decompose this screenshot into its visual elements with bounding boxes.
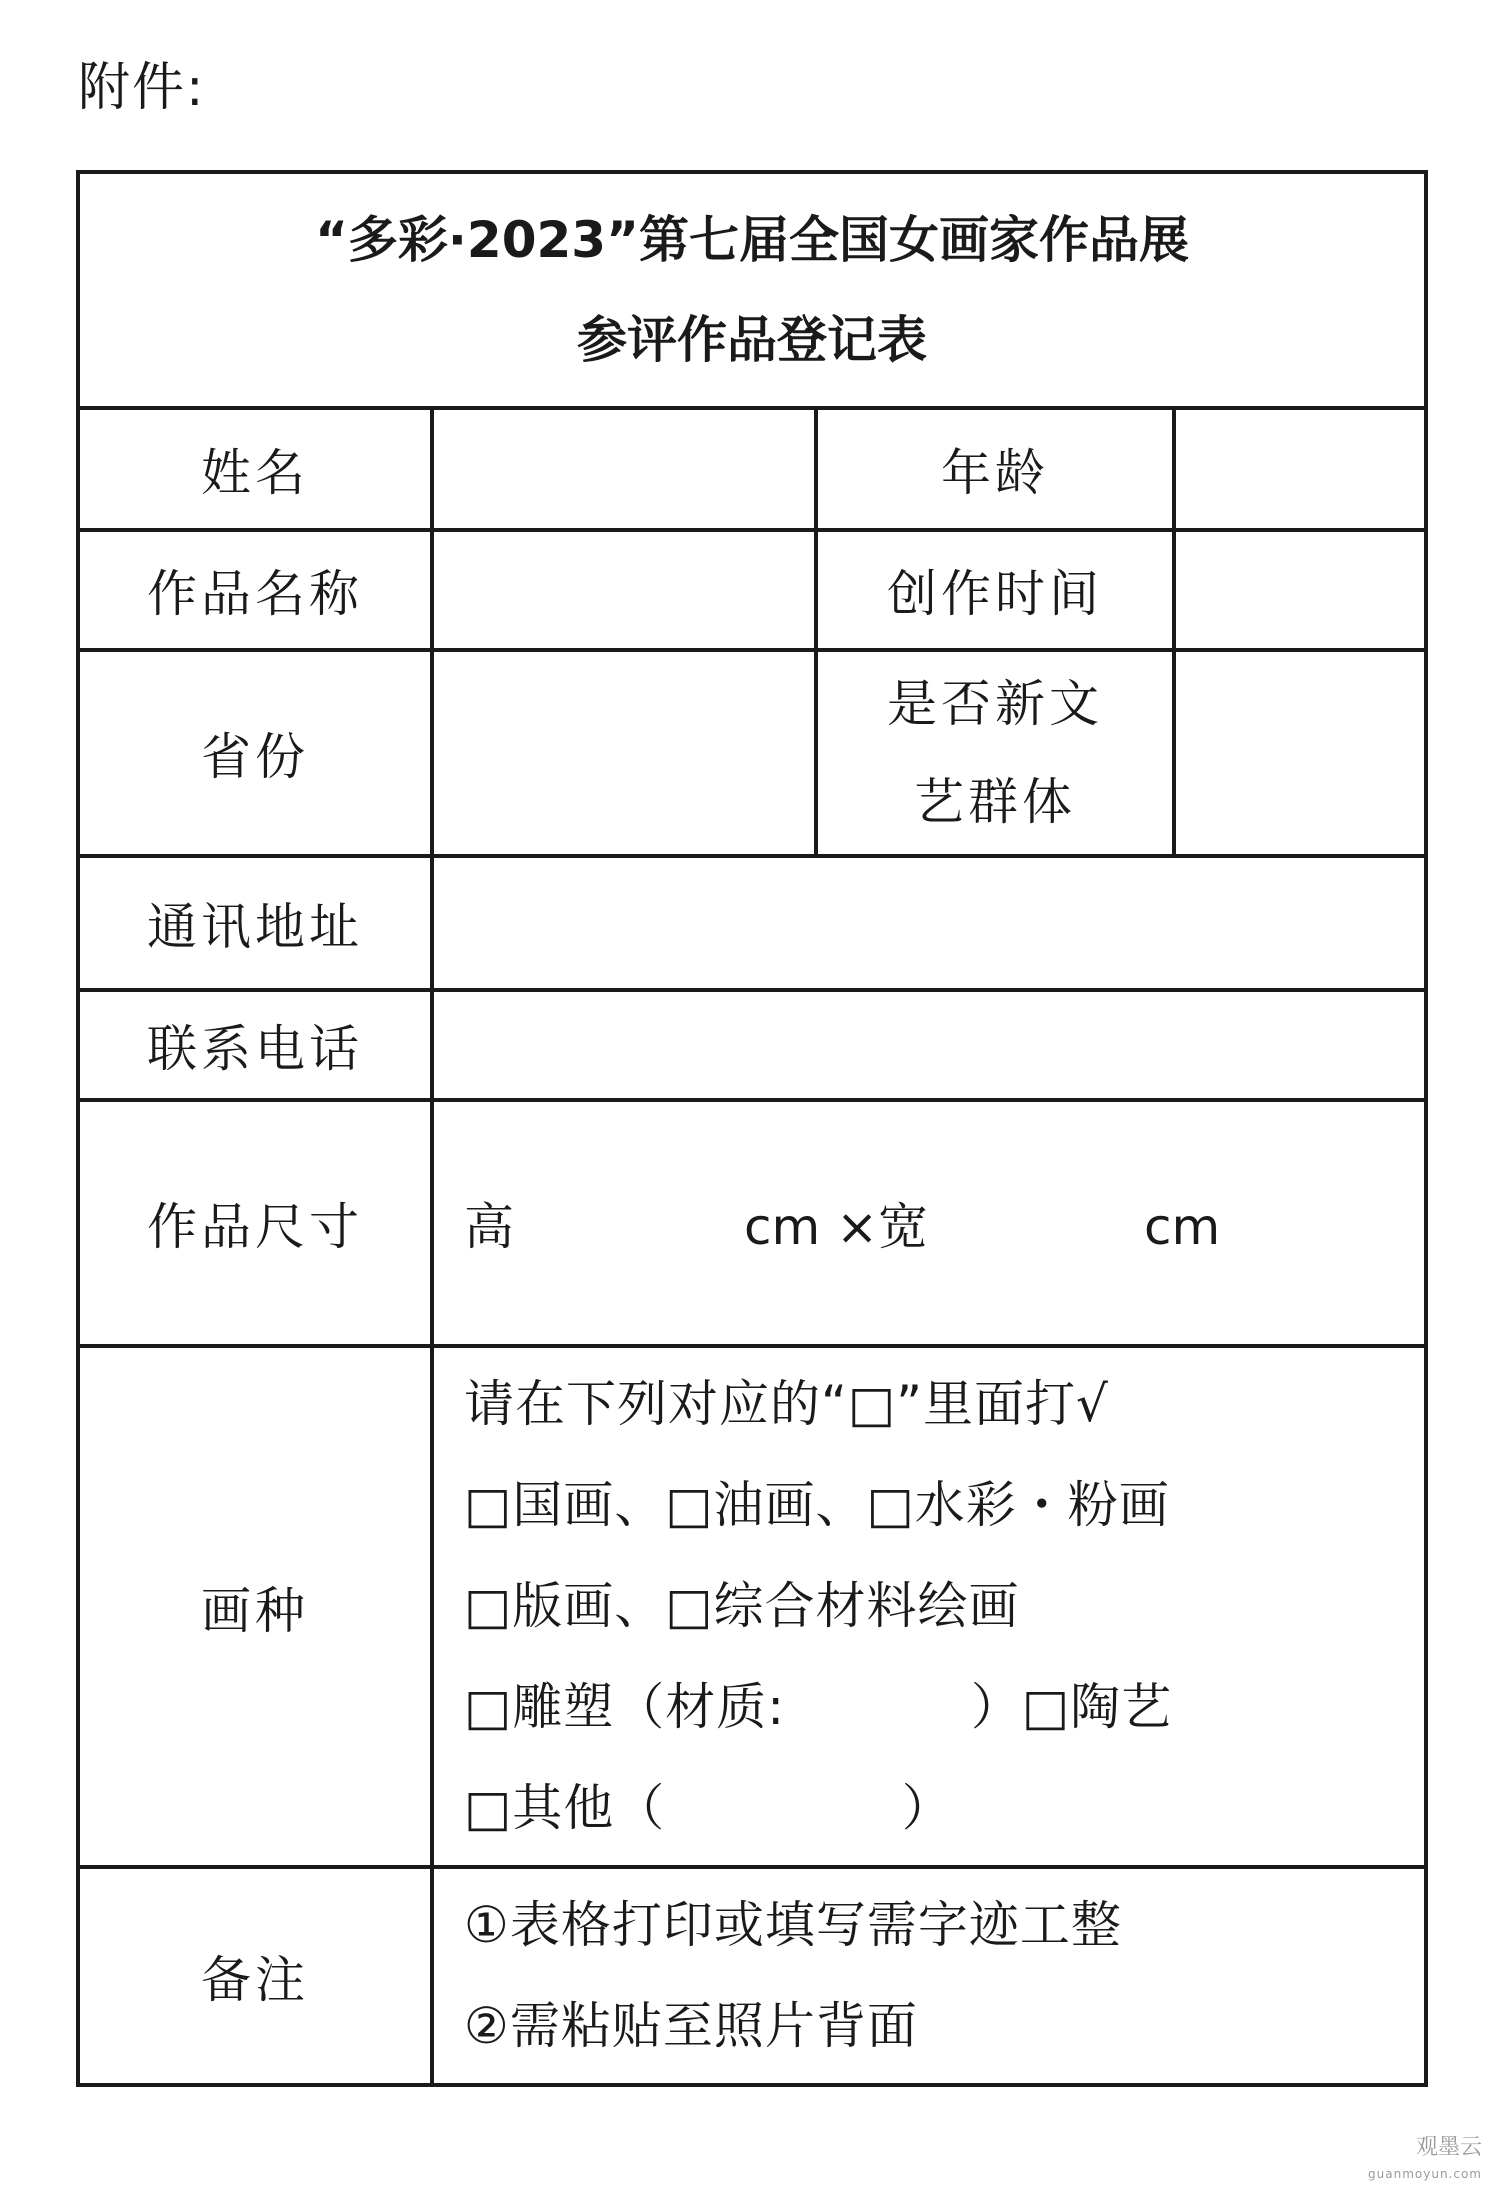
form-title xyxy=(78,172,1426,408)
new-arts-group-label-line1: 是否新文 xyxy=(887,675,1103,733)
notes-label: 备注 xyxy=(78,1867,432,2085)
genre-options-line3[interactable]: □雕塑（材质: ）□陶艺 xyxy=(464,1678,1173,1736)
genre-options-line1[interactable]: □国画、□油画、□水彩・粉画 xyxy=(464,1476,1170,1534)
genre-instruction: 请在下列对应的“□”里面打√ xyxy=(464,1375,1109,1433)
width-unit-label: cm ×宽 xyxy=(744,1198,928,1256)
notes-line2: ②需粘贴至照片背面 xyxy=(464,1997,918,2055)
size-line xyxy=(434,1187,1424,1259)
genre-options-line2[interactable]: □版画、□综合材料绘画 xyxy=(464,1577,1020,1635)
registration-form xyxy=(76,170,1428,2087)
address-label: 通讯地址 xyxy=(78,856,432,990)
genre-options-line4[interactable]: □其他（ ） xyxy=(464,1779,953,1837)
age-field[interactable] xyxy=(1174,408,1426,530)
cm-unit-label: cm xyxy=(1144,1198,1221,1256)
new-arts-group-field[interactable] xyxy=(1174,650,1426,856)
province-label: 省份 xyxy=(78,650,432,856)
notes-field xyxy=(432,1867,1426,2085)
creation-time-label: 创作时间 xyxy=(816,530,1174,650)
watermark-main: 观墨云 xyxy=(1415,2135,1482,2160)
name-label: 姓名 xyxy=(78,408,432,530)
notes-line1: ①表格打印或填写需字迹工整 xyxy=(464,1896,1122,1954)
province-field[interactable] xyxy=(432,650,816,856)
new-arts-group-label-line2: 艺群体 xyxy=(914,773,1076,831)
address-field[interactable] xyxy=(432,856,1426,990)
age-label: 年龄 xyxy=(816,408,1174,530)
size-field[interactable] xyxy=(432,1100,1426,1346)
attachment-label: 附件: xyxy=(78,58,206,118)
work-title-label: 作品名称 xyxy=(78,530,432,650)
name-field[interactable] xyxy=(432,408,816,530)
form-title-line1: “多彩·2023”第七届全国女画家作品展 xyxy=(315,211,1189,269)
watermark-sub: guanmoyun.com xyxy=(1368,2167,1482,2181)
height-label: 高 xyxy=(464,1198,514,1256)
size-label: 作品尺寸 xyxy=(78,1100,432,1346)
genre-label: 画种 xyxy=(78,1346,432,1867)
work-title-field[interactable] xyxy=(432,530,816,650)
watermark xyxy=(1368,2135,1482,2187)
form-title-line2: 参评作品登记表 xyxy=(577,311,927,369)
new-arts-group-label xyxy=(816,650,1174,856)
creation-time-field[interactable] xyxy=(1174,530,1426,650)
genre-field[interactable] xyxy=(432,1346,1426,1867)
phone-field[interactable] xyxy=(432,990,1426,1100)
phone-label: 联系电话 xyxy=(78,990,432,1100)
